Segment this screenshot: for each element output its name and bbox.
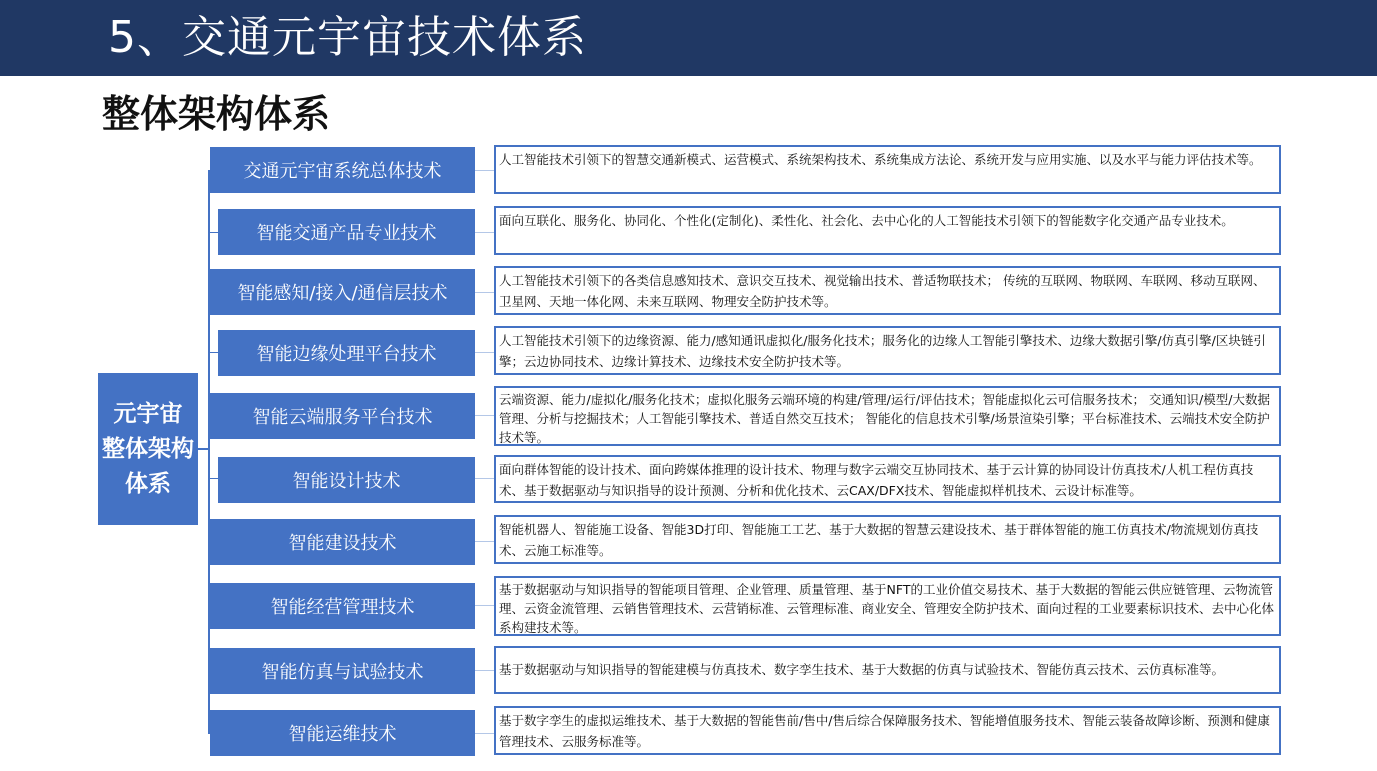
category-link xyxy=(475,670,494,671)
category-link xyxy=(475,541,494,542)
category-box: 智能运维技术 xyxy=(210,710,475,756)
spine-tick xyxy=(208,478,218,479)
category-link xyxy=(475,605,494,606)
category-link xyxy=(475,733,494,734)
section-subtitle: 整体架构体系 xyxy=(102,92,331,136)
category-description: 人工智能技术引领下的边缘资源、能力/感知通讯虚拟化/服务化技术；服务化的边缘人工智能引擎技术、边缘大数据引擎/仿真引擎/区块链引擎；云边协同技术、边缘计算技术、边缘技术安全防护技术等。 xyxy=(494,326,1281,375)
root-node-line-2: 整体架构 xyxy=(102,435,194,462)
spine-tick xyxy=(208,232,218,233)
category-box: 智能云端服务平台技术 xyxy=(210,393,475,439)
root-connector xyxy=(198,448,208,450)
category-link xyxy=(475,292,494,293)
root-node xyxy=(98,373,198,525)
category-link xyxy=(475,415,494,416)
category-box: 智能经营管理技术 xyxy=(210,583,475,629)
category-box: 智能设计技术 xyxy=(218,457,475,503)
category-description: 基于数字孪生的虚拟运维技术、基于大数据的智能售前/售中/售后综合保障服务技术、智能增值服务技术、智能云装备故障诊断、预测和健康管理技术、云服务标准等。 xyxy=(494,706,1281,755)
category-box: 智能边缘处理平台技术 xyxy=(218,330,475,376)
category-link xyxy=(475,478,494,479)
category-link xyxy=(475,170,494,171)
header-bar xyxy=(0,0,1377,76)
category-description: 人工智能技术引领下的智慧交通新模式、运营模式、系统架构技术、系统集成方法论、系统开发与应用实施、以及水平与能力评估技术等。 xyxy=(494,145,1281,194)
root-node-line-3: 体系 xyxy=(125,470,171,497)
spine-tick xyxy=(208,352,218,353)
category-box: 智能建设技术 xyxy=(210,519,475,565)
root-node-line-1: 元宇宙 xyxy=(113,400,183,427)
category-description: 面向互联化、服务化、协同化、个性化(定制化)、柔性化、社会化、去中心化的人工智能技术引领下的智能数字化交通产品专业技术。 xyxy=(494,206,1281,255)
category-box: 交通元宇宙系统总体技术 xyxy=(210,147,475,193)
category-description: 面向群体智能的设计技术、面向跨媒体推理的设计技术、物理与数字云端交互协同技术、基于云计算的协同设计仿真技术/人机工程仿真技术、基于数据驱动与知识指导的设计预测、分析和优化技术、云CAX/DFX技术、智能虚拟样机技术、云设计标准等。 xyxy=(494,455,1281,503)
category-description: 基于数据驱动与知识指导的智能建模与仿真技术、数字孪生技术、基于大数据的仿真与试验技术、智能仿真云技术、云仿真标准等。 xyxy=(494,646,1281,694)
category-box: 智能仿真与试验技术 xyxy=(210,648,475,694)
slide-title: 5、交通元宇宙技术体系 xyxy=(108,12,587,63)
category-box: 智能感知/接入/通信层技术 xyxy=(210,269,475,315)
category-box: 智能交通产品专业技术 xyxy=(218,209,475,255)
category-link xyxy=(475,352,494,353)
category-description: 基于数据驱动与知识指导的智能项目管理、企业管理、质量管理、基于NFT的工业价值交易技术、基于大数据的智能云供应链管理、云物流管理、云资金流管理、云销售管理技术、云营销标准、云管理标准、商业安全、管理安全防护技术、面向过程的工业要素标识技术、去中心化体系构建技术等。 xyxy=(494,576,1281,636)
category-description: 人工智能技术引领下的各类信息感知技术、意识交互技术、视觉输出技术、普适物联技术； 传统的互联网、物联网、车联网、移动互联网、卫星网、天地一体化网、未来互联网、物理安全防护技术等。 xyxy=(494,266,1281,315)
category-description: 智能机器人、智能施工设备、智能3D打印、智能施工工艺、基于大数据的智慧云建设技术、基于群体智能的施工仿真技术/物流规划仿真技术、云施工标准等。 xyxy=(494,515,1281,564)
category-description: 云端资源、能力/虚拟化/服务化技术；虚拟化服务云端环境的构建/管理/运行/评估技术；智能虚拟化云可信服务技术； 交通知识/模型/大数据管理、分析与挖掘技术；人工智能引擎技术、普适自然交互技术； 智能化的信息技术引擎/场景渲染引擎；平台标准技术、云端技术安全防护技术等。 xyxy=(494,386,1281,446)
category-link xyxy=(475,232,494,233)
